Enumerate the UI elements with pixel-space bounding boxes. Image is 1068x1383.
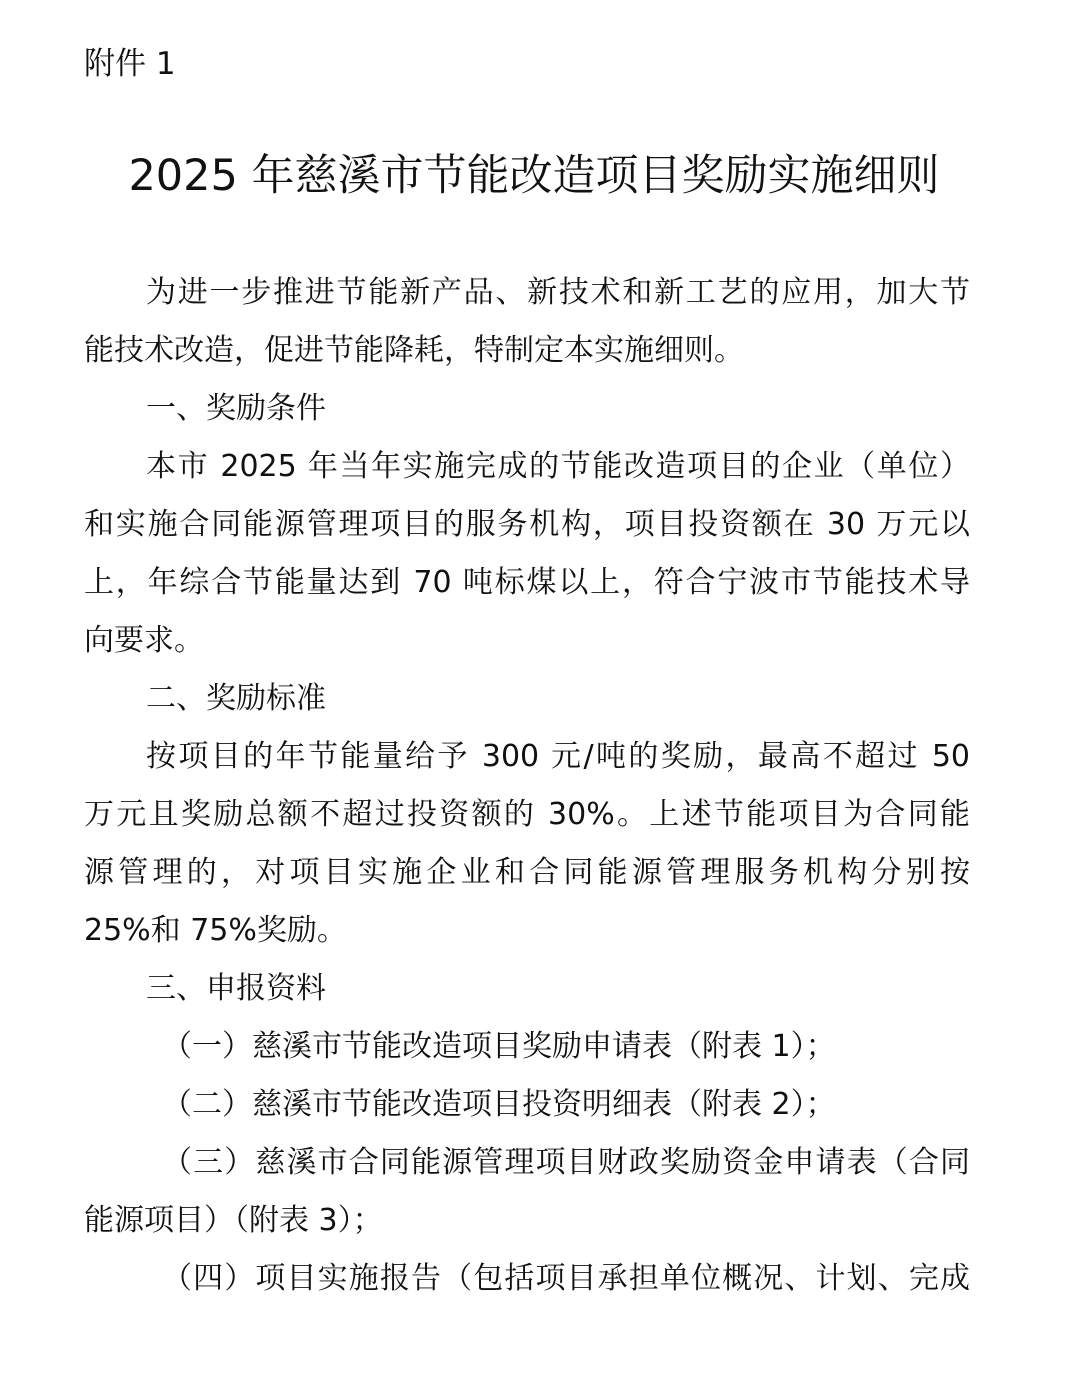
- intro-line: 为进一步推进节能新产品、新技术和新工艺的应用，加大节: [146, 275, 970, 310]
- paragraph-line: 源管理的，对项目实施企业和合同能源管理服务机构分别按: [84, 855, 970, 890]
- list-item: （一）慈溪市节能改造项目奖励申请表（附表 1）；: [162, 1029, 836, 1064]
- paragraph-line: 本市 2025 年当年实施完成的节能改造项目的企业（单位）: [146, 449, 970, 484]
- section-heading-materials: 三、申报资料: [146, 971, 326, 1006]
- list-item-continuation: 能源项目）（附表 3）；: [84, 1203, 383, 1238]
- document-title: 2025 年慈溪市节能改造项目奖励实施细则: [128, 151, 940, 201]
- intro-line: 能技术改造，促进节能降耗，特制定本实施细则。: [84, 333, 744, 368]
- section-heading-standards: 二、奖励标准: [146, 681, 326, 716]
- paragraph-line: 上，年综合节能量达到 70 吨标煤以上，符合宁波市节能技术导: [84, 565, 970, 600]
- document-body: [84, 264, 970, 1308]
- paragraph-line: 25%和 75%奖励。: [84, 913, 347, 948]
- paragraph-line: 向要求。: [84, 623, 204, 658]
- paragraph-line: 按项目的年节能量给予 300 元/吨的奖励，最高不超过 50: [146, 739, 970, 774]
- paragraph-line: 和实施合同能源管理项目的服务机构，项目投资额在 30 万元以: [84, 507, 970, 542]
- section-heading-conditions: 一、奖励条件: [146, 391, 326, 426]
- list-item: （三）慈溪市合同能源管理项目财政奖励资金申请表（合同: [162, 1145, 970, 1180]
- attachment-label: 附件 1: [84, 46, 176, 82]
- list-item: （二）慈溪市节能改造项目投资明细表（附表 2）；: [162, 1087, 836, 1122]
- list-item: （四）项目实施报告（包括项目承担单位概况、计划、完成: [162, 1261, 970, 1296]
- paragraph-line: 万元且奖励总额不超过投资额的 30%。上述节能项目为合同能: [84, 797, 970, 832]
